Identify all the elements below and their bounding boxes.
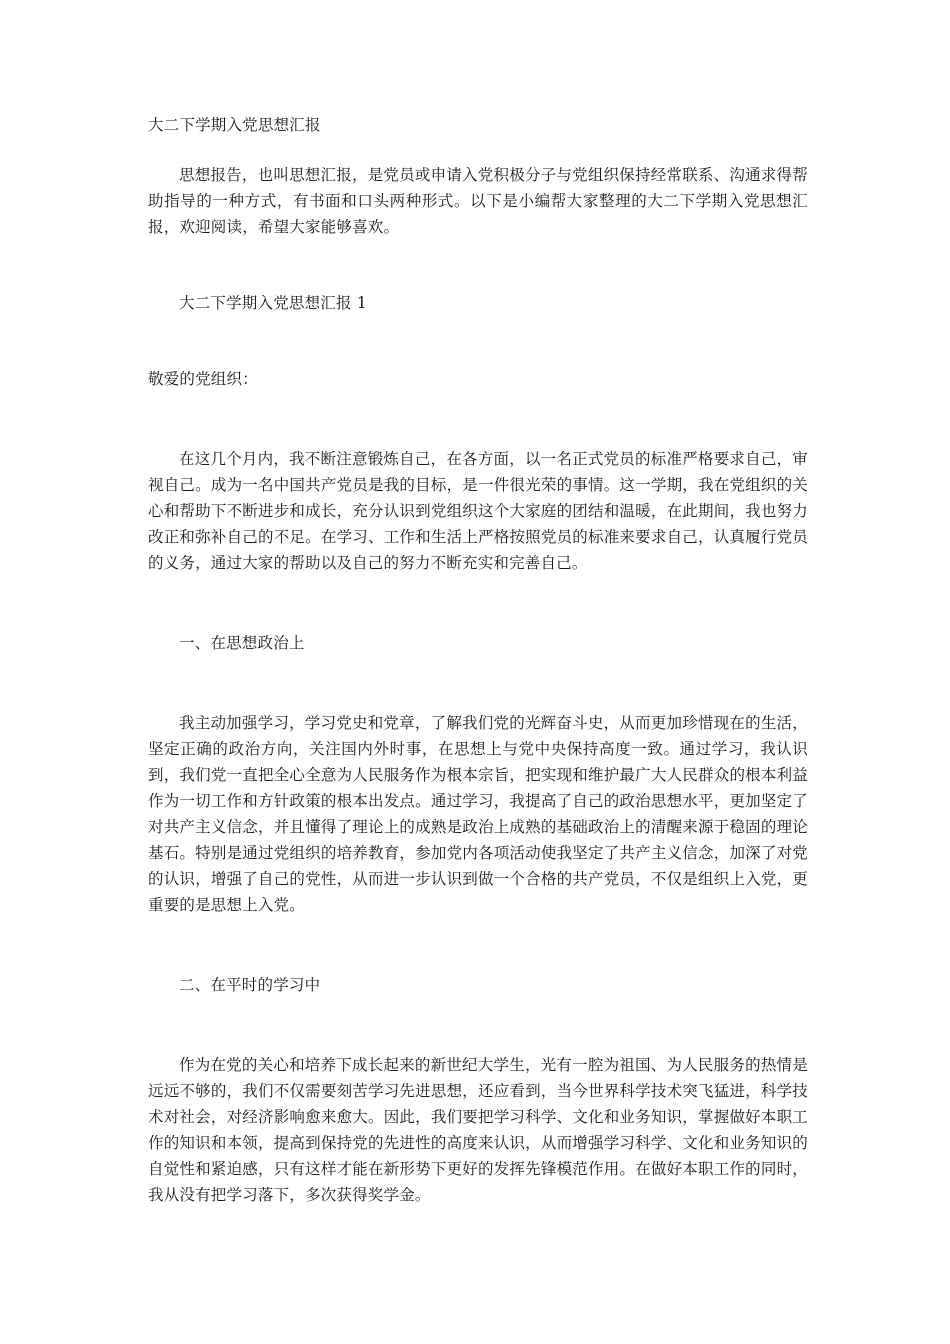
document-body bbox=[148, 112, 808, 1208]
body-paragraph-1: 在这几个月内，我不断注意锻炼自己，在各方面，以一名正式党员的标准严格要求自己，审视自己。成为一名中国共产党员是我的目标，是一件很光荣的事情。这一学期，我在党组织的关心和帮助下不断进步和成长，充分认识到党组织这个大家庭的团结和温暖，在此期间，我也努力改正和弥补自己的不足。在学习、工作和生活上严格按照党员的标准来要求自己，认真履行党员的义务，通过大家的帮助以及自己的努力不断充实和完善自己。 bbox=[148, 450, 808, 572]
body-paragraph-3: 作为在党的关心和培养下成长起来的新世纪大学生，光有一腔为祖国、为人民服务的热情是远远不够的，我们不仅需要刻苦学习先进思想，还应看到，当今世界科学技术突飞猛进，科学技术对社会，对经济影响愈来愈大。因此，我们要把学习科学、文化和业务知识，掌握做好本职工作的知识和本领，提高到保持党的先进性的高度来认识，从而增强学习科学、文化和业务知识的自觉性和紧迫感，只有这样才能在新形势下更好的发挥先锋模范作用。在做好本职工作的同时，我从没有把学习落下，多次获得奖学金。 bbox=[148, 1056, 808, 1204]
spacer bbox=[148, 392, 808, 446]
spacer bbox=[148, 998, 808, 1052]
document-title: 大二下学期入党思想汇报 bbox=[148, 116, 321, 134]
spacer bbox=[148, 918, 808, 972]
spacer bbox=[148, 576, 808, 630]
section-heading-1: 一、在思想政治上 bbox=[179, 634, 305, 652]
spacer bbox=[148, 316, 808, 366]
body-paragraph-2: 我主动加强学习，学习党史和党章，了解我们党的光辉奋斗史，从而更加珍惜现在的生活，坚定正确的政治方向，关注国内外时事，在思想上与党中央保持高度一致。通过学习，我认识到，我们党一直把全心全意为人民服务作为根本宗旨，把实现和维护最广大人民群众的根本利益作为一切工作和方针政策的根本出发点。通过学习，我提高了自己的政治思想水平，更加坚定了对共产主义信念，并且懂得了理论上的成熟是政治上成熟的基础政治上的清醒来源于稳固的理论基石。特别是通过党组织的培养教育，参加党内各项活动使我坚定了共产主义信念，加深了对党的认识，增强了自己的党性，从而进一步认识到做一个合格的共产党员，不仅是组织上入党，更重要的是思想上入党。 bbox=[148, 714, 808, 914]
intro-paragraph: 思想报告，也叫思想汇报，是党员或申请入党积极分子与党组织保持经常联系、沟通求得帮助指导的一种方式，有书面和口头两种形式。以下是小编帮大家整理的大二下学期入党思想汇报，欢迎阅读，希望大家能够喜欢。 bbox=[148, 166, 808, 236]
spacer bbox=[148, 240, 808, 290]
spacer bbox=[148, 656, 808, 710]
section-heading-2: 二、在平时的学习中 bbox=[179, 976, 321, 994]
section-title: 大二下学期入党思想汇报 1 bbox=[179, 294, 367, 312]
salutation: 敬爱的党组织： bbox=[148, 370, 258, 388]
